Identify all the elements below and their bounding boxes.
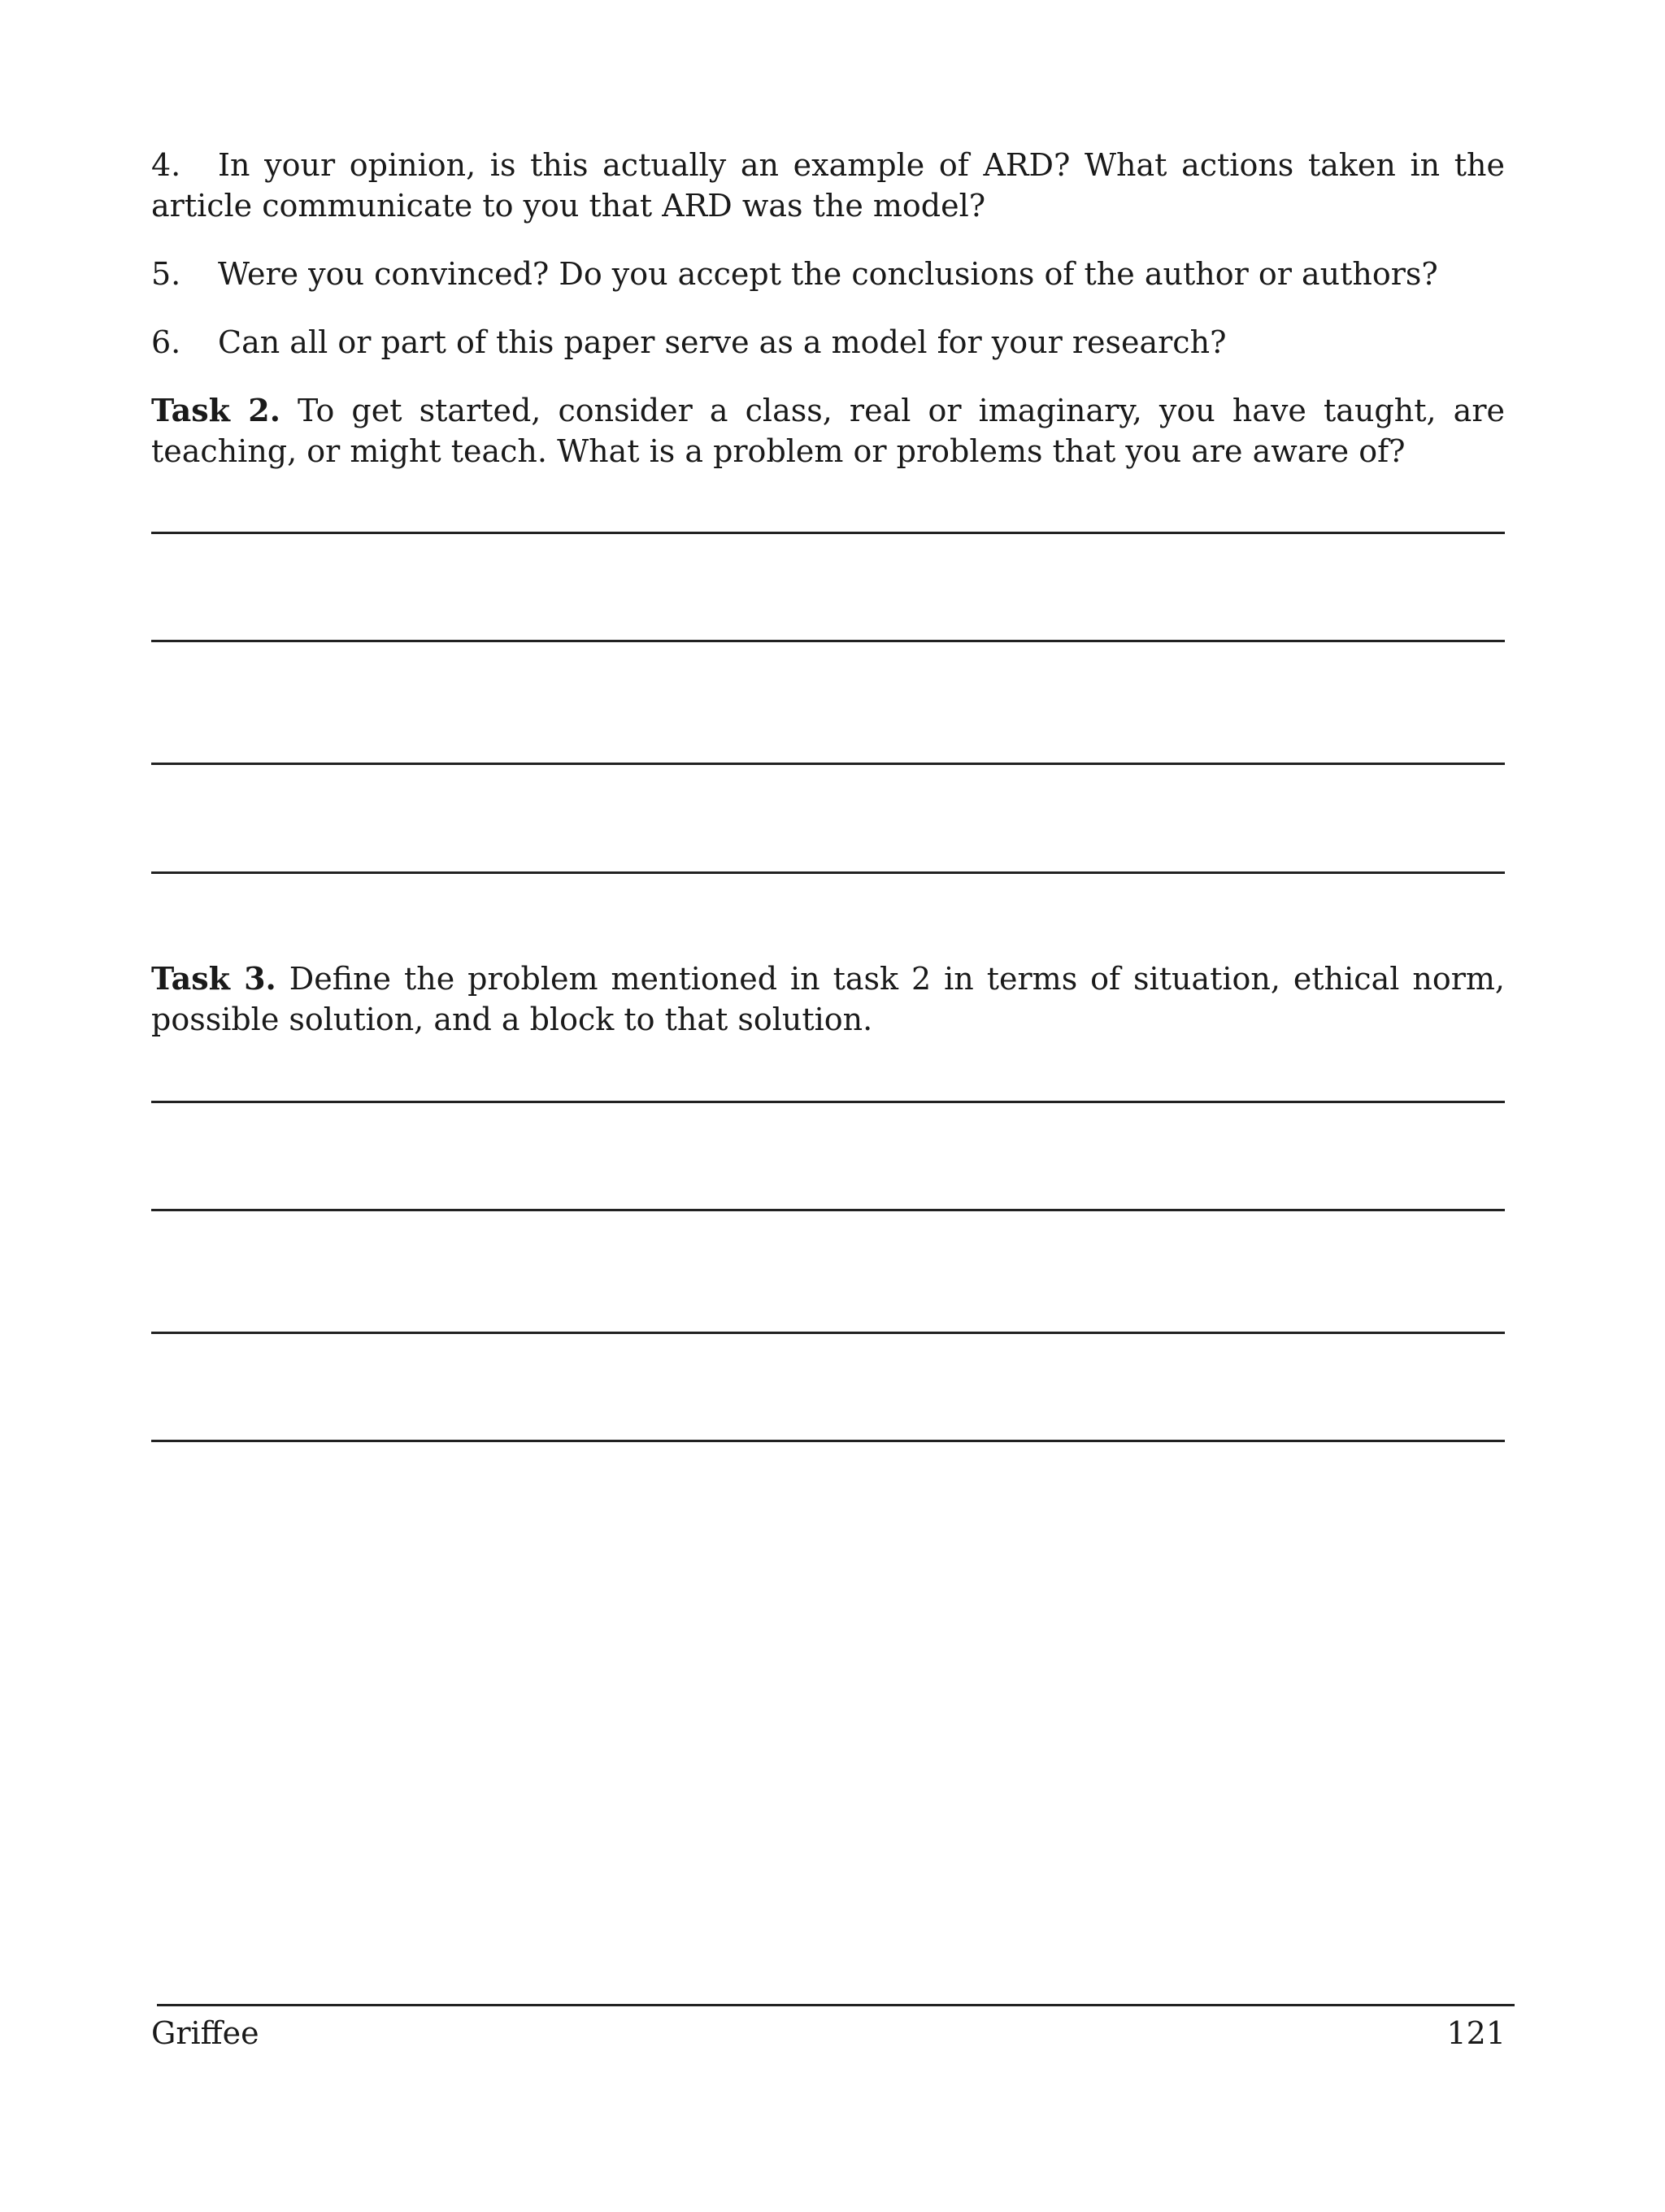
question-text: Were you convinced? Do you accept the conclusions of the author or authors? [218,256,1438,292]
task-3 [151,958,1505,1040]
question-number: 6. [151,324,181,360]
question-number: 4. [151,147,181,183]
task-3-label: Task 3. [151,960,276,997]
task-3-answer-line-2[interactable] [151,1209,1505,1211]
footer-divider [157,2004,1515,2006]
page-number: 121 [1446,2015,1506,2051]
question-4 [151,145,1505,226]
footer-author: Griffee [151,2015,259,2051]
question-number: 5. [151,256,181,292]
question-text: In your opinion, is this actually an example of ARD? What actions taken in the article communicate to you that ARD was the model? [151,147,1505,224]
task-2-answer-line-2[interactable] [151,640,1505,642]
task-3-answer-line-4[interactable] [151,1440,1505,1442]
question-6 [151,322,1505,363]
task-3-answer-line-3[interactable] [151,1332,1505,1334]
task-2-answer-line-1[interactable] [151,532,1505,534]
task-2 [151,390,1505,472]
question-text: Can all or part of this paper serve as a model for your research? [218,324,1227,360]
task-2-label: Task 2. [151,392,280,428]
task-2-answer-line-4[interactable] [151,871,1505,874]
task-3-text: Define the problem mentioned in task 2 in terms of situation, ethical norm, possible solution, and a block to that solution. [151,961,1505,1037]
task-2-text: To get started, consider a class, real or imaginary, you have taught, are teaching, or might teach. What is a problem or problems that you are aware of? [151,393,1505,469]
question-5 [151,254,1505,294]
task-2-answer-line-3[interactable] [151,763,1505,765]
task-3-answer-line-1[interactable] [151,1101,1505,1103]
